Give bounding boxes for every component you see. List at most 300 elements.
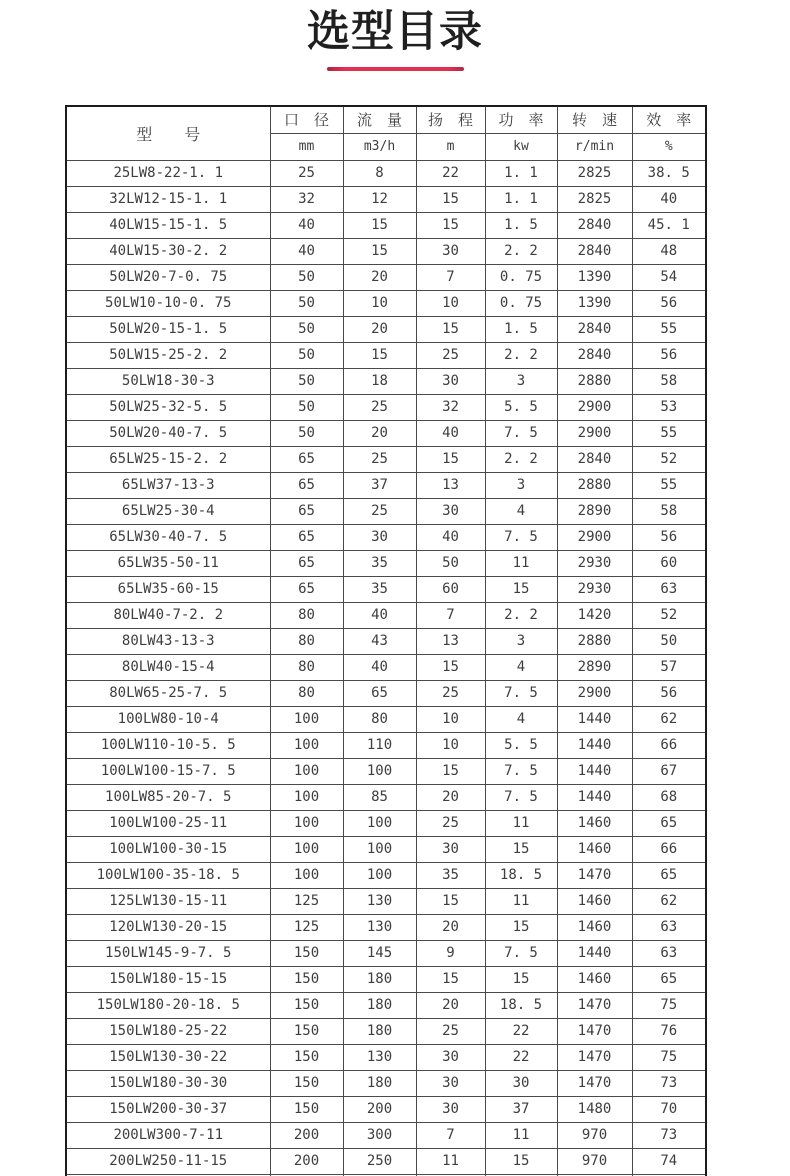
value-cell: 1390 <box>557 290 632 316</box>
model-cell: 100LW110-10-5. 5 <box>66 732 270 758</box>
value-cell: 180 <box>343 992 416 1018</box>
value-cell: 9 <box>416 940 485 966</box>
table-row <box>66 784 706 810</box>
model-cell: 120LW130-20-15 <box>66 914 270 940</box>
value-cell: 4 <box>485 498 557 524</box>
value-cell: 75 <box>632 992 706 1018</box>
model-cell: 40LW15-30-2. 2 <box>66 238 270 264</box>
value-cell: 15 <box>416 186 485 212</box>
table-row <box>66 186 706 212</box>
table-row <box>66 888 706 914</box>
value-cell: 66 <box>632 836 706 862</box>
model-cell: 50LW20-7-0. 75 <box>66 264 270 290</box>
table-row <box>66 446 706 472</box>
value-cell: 65 <box>270 576 343 602</box>
table-row <box>66 238 706 264</box>
value-cell: 45. 1 <box>632 212 706 238</box>
value-cell: 1. 1 <box>485 160 557 186</box>
value-cell: 2890 <box>557 498 632 524</box>
value-cell: 20 <box>416 914 485 940</box>
model-cell: 80LW65-25-7. 5 <box>66 680 270 706</box>
model-cell: 100LW85-20-7. 5 <box>66 784 270 810</box>
value-cell: 5. 5 <box>485 394 557 420</box>
value-cell: 50 <box>416 550 485 576</box>
value-cell: 130 <box>343 1044 416 1070</box>
table-row <box>66 394 706 420</box>
value-cell: 25 <box>416 680 485 706</box>
value-cell: 4 <box>485 654 557 680</box>
value-cell: 7. 5 <box>485 758 557 784</box>
value-cell: 1470 <box>557 992 632 1018</box>
value-cell: 20 <box>343 420 416 446</box>
model-cell: 50LW10-10-0. 75 <box>66 290 270 316</box>
value-cell: 1440 <box>557 706 632 732</box>
value-cell: 63 <box>632 914 706 940</box>
value-cell: 1480 <box>557 1096 632 1122</box>
value-cell: 55 <box>632 472 706 498</box>
value-cell: 7. 5 <box>485 420 557 446</box>
value-cell: 80 <box>270 680 343 706</box>
value-cell: 22 <box>485 1044 557 1070</box>
model-cell: 150LW145-9-7. 5 <box>66 940 270 966</box>
value-cell: 150 <box>270 1018 343 1044</box>
table-row <box>66 732 706 758</box>
value-cell: 180 <box>343 966 416 992</box>
value-cell: 50 <box>270 290 343 316</box>
table-row <box>66 758 706 784</box>
model-cell: 150LW130-30-22 <box>66 1044 270 1070</box>
table-row <box>66 810 706 836</box>
value-cell: 15 <box>416 888 485 914</box>
value-cell: 2880 <box>557 472 632 498</box>
value-cell: 1460 <box>557 914 632 940</box>
value-cell: 30 <box>343 524 416 550</box>
value-cell: 85 <box>343 784 416 810</box>
table-row <box>66 342 706 368</box>
value-cell: 100 <box>343 836 416 862</box>
model-cell: 150LW180-25-22 <box>66 1018 270 1044</box>
value-cell: 15 <box>485 1148 557 1174</box>
col-header-speed: 转 速 <box>557 106 632 133</box>
value-cell: 57 <box>632 654 706 680</box>
table-row <box>66 498 706 524</box>
value-cell: 50 <box>270 264 343 290</box>
value-cell: 15 <box>343 212 416 238</box>
value-cell: 1470 <box>557 1018 632 1044</box>
value-cell: 7. 5 <box>485 524 557 550</box>
model-cell: 150LW200-30-37 <box>66 1096 270 1122</box>
value-cell: 15 <box>416 758 485 784</box>
value-cell: 56 <box>632 524 706 550</box>
value-cell: 38. 5 <box>632 160 706 186</box>
model-cell: 65LW30-40-7. 5 <box>66 524 270 550</box>
value-cell: 1460 <box>557 810 632 836</box>
table-row <box>66 368 706 394</box>
col-header-head: 扬 程 <box>416 106 485 133</box>
value-cell: 15 <box>416 966 485 992</box>
value-cell: 2. 2 <box>485 342 557 368</box>
value-cell: 5. 5 <box>485 732 557 758</box>
value-cell: 145 <box>343 940 416 966</box>
table-row <box>66 316 706 342</box>
value-cell: 180 <box>343 1070 416 1096</box>
value-cell: 65 <box>632 966 706 992</box>
value-cell: 73 <box>632 1070 706 1096</box>
model-cell: 50LW20-40-7. 5 <box>66 420 270 446</box>
value-cell: 35 <box>343 550 416 576</box>
value-cell: 25 <box>343 498 416 524</box>
value-cell: 65 <box>632 862 706 888</box>
value-cell: 20 <box>416 784 485 810</box>
value-cell: 67 <box>632 758 706 784</box>
table-row <box>66 940 706 966</box>
value-cell: 4 <box>485 706 557 732</box>
value-cell: 40 <box>343 654 416 680</box>
value-cell: 100 <box>270 706 343 732</box>
value-cell: 30 <box>485 1070 557 1096</box>
unit-power: kw <box>485 133 557 160</box>
model-cell: 50LW20-15-1. 5 <box>66 316 270 342</box>
model-cell: 100LW80-10-4 <box>66 706 270 732</box>
value-cell: 1470 <box>557 1044 632 1070</box>
value-cell: 30 <box>416 368 485 394</box>
table-row <box>66 1018 706 1044</box>
value-cell: 25 <box>270 160 343 186</box>
value-cell: 2840 <box>557 212 632 238</box>
value-cell: 150 <box>270 992 343 1018</box>
value-cell: 2880 <box>557 628 632 654</box>
value-cell: 3 <box>485 628 557 654</box>
value-cell: 40 <box>416 420 485 446</box>
value-cell: 1460 <box>557 888 632 914</box>
model-cell: 125LW130-15-11 <box>66 888 270 914</box>
value-cell: 150 <box>270 1096 343 1122</box>
value-cell: 7 <box>416 1122 485 1148</box>
model-cell: 80LW40-7-2. 2 <box>66 602 270 628</box>
value-cell: 1. 5 <box>485 212 557 238</box>
value-cell: 32 <box>416 394 485 420</box>
value-cell: 2880 <box>557 368 632 394</box>
table-row <box>66 524 706 550</box>
value-cell: 50 <box>632 628 706 654</box>
col-header-power: 功 率 <box>485 106 557 133</box>
value-cell: 22 <box>416 160 485 186</box>
value-cell: 65 <box>270 550 343 576</box>
model-cell: 200LW250-11-15 <box>66 1148 270 1174</box>
value-cell: 50 <box>270 394 343 420</box>
value-cell: 2840 <box>557 446 632 472</box>
value-cell: 1. 5 <box>485 316 557 342</box>
value-cell: 180 <box>343 1018 416 1044</box>
value-cell: 11 <box>485 550 557 576</box>
value-cell: 32 <box>270 186 343 212</box>
value-cell: 7 <box>416 264 485 290</box>
value-cell: 100 <box>343 758 416 784</box>
col-header-efficiency: 效 率 <box>632 106 706 133</box>
table-row <box>66 1096 706 1122</box>
value-cell: 7. 5 <box>485 940 557 966</box>
value-cell: 12 <box>343 186 416 212</box>
value-cell: 200 <box>343 1096 416 1122</box>
model-cell: 65LW37-13-3 <box>66 472 270 498</box>
unit-head: m <box>416 133 485 160</box>
model-cell: 100LW100-35-18. 5 <box>66 862 270 888</box>
value-cell: 10 <box>416 290 485 316</box>
table-row <box>66 212 706 238</box>
value-cell: 15 <box>485 966 557 992</box>
col-header-flow: 流 量 <box>343 106 416 133</box>
table-row <box>66 1070 706 1096</box>
value-cell: 18. 5 <box>485 862 557 888</box>
value-cell: 1420 <box>557 602 632 628</box>
table-row <box>66 628 706 654</box>
value-cell: 100 <box>270 784 343 810</box>
model-cell: 150LW180-15-15 <box>66 966 270 992</box>
model-cell: 65LW35-60-15 <box>66 576 270 602</box>
value-cell: 25 <box>416 810 485 836</box>
value-cell: 2900 <box>557 524 632 550</box>
value-cell: 56 <box>632 680 706 706</box>
value-cell: 11 <box>416 1148 485 1174</box>
value-cell: 7 <box>416 602 485 628</box>
unit-speed: r/min <box>557 133 632 160</box>
value-cell: 73 <box>632 1122 706 1148</box>
value-cell: 30 <box>416 1096 485 1122</box>
value-cell: 1440 <box>557 758 632 784</box>
value-cell: 52 <box>632 446 706 472</box>
value-cell: 35 <box>343 576 416 602</box>
value-cell: 20 <box>343 316 416 342</box>
model-cell: 40LW15-15-1. 5 <box>66 212 270 238</box>
model-cell: 100LW100-30-15 <box>66 836 270 862</box>
value-cell: 65 <box>343 680 416 706</box>
value-cell: 30 <box>416 238 485 264</box>
value-cell: 65 <box>270 472 343 498</box>
value-cell: 80 <box>343 706 416 732</box>
table-row <box>66 706 706 732</box>
value-cell: 3 <box>485 472 557 498</box>
model-cell: 65LW35-50-11 <box>66 550 270 576</box>
value-cell: 1460 <box>557 836 632 862</box>
model-cell: 100LW100-15-7. 5 <box>66 758 270 784</box>
value-cell: 40 <box>270 238 343 264</box>
value-cell: 18. 5 <box>485 992 557 1018</box>
value-cell: 35 <box>416 862 485 888</box>
model-cell: 100LW100-25-11 <box>66 810 270 836</box>
table-row <box>66 680 706 706</box>
value-cell: 1390 <box>557 264 632 290</box>
table-row <box>66 862 706 888</box>
value-cell: 80 <box>270 602 343 628</box>
value-cell: 2900 <box>557 420 632 446</box>
table-row <box>66 576 706 602</box>
value-cell: 15 <box>485 836 557 862</box>
table-row <box>66 420 706 446</box>
value-cell: 100 <box>270 836 343 862</box>
value-cell: 50 <box>270 420 343 446</box>
value-cell: 30 <box>416 1044 485 1070</box>
value-cell: 150 <box>270 1070 343 1096</box>
value-cell: 10 <box>343 290 416 316</box>
value-cell: 30 <box>416 1070 485 1096</box>
value-cell: 125 <box>270 914 343 940</box>
value-cell: 48 <box>632 238 706 264</box>
value-cell: 58 <box>632 498 706 524</box>
value-cell: 130 <box>343 888 416 914</box>
value-cell: 200 <box>270 1122 343 1148</box>
value-cell: 2900 <box>557 394 632 420</box>
value-cell: 100 <box>270 732 343 758</box>
value-cell: 55 <box>632 316 706 342</box>
unit-flow: m3/h <box>343 133 416 160</box>
value-cell: 0. 75 <box>485 290 557 316</box>
value-cell: 50 <box>270 316 343 342</box>
value-cell: 2840 <box>557 238 632 264</box>
value-cell: 2840 <box>557 342 632 368</box>
value-cell: 13 <box>416 628 485 654</box>
model-cell: 50LW15-25-2. 2 <box>66 342 270 368</box>
value-cell: 0. 75 <box>485 264 557 290</box>
table-row <box>66 160 706 186</box>
value-cell: 2890 <box>557 654 632 680</box>
value-cell: 2840 <box>557 316 632 342</box>
table-row <box>66 654 706 680</box>
value-cell: 10 <box>416 706 485 732</box>
value-cell: 250 <box>343 1148 416 1174</box>
table-row <box>66 1148 706 1174</box>
col-header-diameter: 口 径 <box>270 106 343 133</box>
value-cell: 2. 2 <box>485 602 557 628</box>
table-row <box>66 264 706 290</box>
value-cell: 2. 2 <box>485 446 557 472</box>
value-cell: 76 <box>632 1018 706 1044</box>
value-cell: 20 <box>343 264 416 290</box>
value-cell: 30 <box>416 836 485 862</box>
value-cell: 1440 <box>557 940 632 966</box>
value-cell: 15 <box>485 576 557 602</box>
value-cell: 125 <box>270 888 343 914</box>
model-cell: 65LW25-30-4 <box>66 498 270 524</box>
value-cell: 13 <box>416 472 485 498</box>
value-cell: 25 <box>343 394 416 420</box>
value-cell: 74 <box>632 1148 706 1174</box>
value-cell: 15 <box>416 654 485 680</box>
value-cell: 62 <box>632 888 706 914</box>
value-cell: 75 <box>632 1044 706 1070</box>
value-cell: 2825 <box>557 160 632 186</box>
value-cell: 40 <box>270 212 343 238</box>
table-row <box>66 472 706 498</box>
value-cell: 300 <box>343 1122 416 1148</box>
value-cell: 150 <box>270 940 343 966</box>
value-cell: 63 <box>632 576 706 602</box>
value-cell: 55 <box>632 420 706 446</box>
value-cell: 80 <box>270 628 343 654</box>
value-cell: 100 <box>343 862 416 888</box>
value-cell: 15 <box>485 914 557 940</box>
value-cell: 11 <box>485 888 557 914</box>
model-cell: 200LW300-7-11 <box>66 1122 270 1148</box>
model-cell: 50LW18-30-3 <box>66 368 270 394</box>
value-cell: 53 <box>632 394 706 420</box>
value-cell: 80 <box>270 654 343 680</box>
table-row <box>66 290 706 316</box>
table-row <box>66 966 706 992</box>
value-cell: 40 <box>343 602 416 628</box>
value-cell: 25 <box>343 446 416 472</box>
model-cell: 32LW12-15-1. 1 <box>66 186 270 212</box>
table-row <box>66 836 706 862</box>
value-cell: 7. 5 <box>485 680 557 706</box>
value-cell: 11 <box>485 1122 557 1148</box>
value-cell: 2930 <box>557 576 632 602</box>
value-cell: 150 <box>270 1044 343 1070</box>
value-cell: 130 <box>343 914 416 940</box>
value-cell: 60 <box>416 576 485 602</box>
value-cell: 50 <box>270 342 343 368</box>
value-cell: 150 <box>270 966 343 992</box>
model-cell: 150LW180-30-30 <box>66 1070 270 1096</box>
table-row <box>66 1044 706 1070</box>
value-cell: 22 <box>485 1018 557 1044</box>
value-cell: 65 <box>270 524 343 550</box>
value-cell: 2825 <box>557 186 632 212</box>
value-cell: 200 <box>270 1148 343 1174</box>
value-cell: 15 <box>416 212 485 238</box>
value-cell: 2900 <box>557 680 632 706</box>
value-cell: 43 <box>343 628 416 654</box>
value-cell: 110 <box>343 732 416 758</box>
value-cell: 1. 1 <box>485 186 557 212</box>
value-cell: 52 <box>632 602 706 628</box>
value-cell: 60 <box>632 550 706 576</box>
value-cell: 10 <box>416 732 485 758</box>
value-cell: 58 <box>632 368 706 394</box>
value-cell: 1440 <box>557 732 632 758</box>
table-row <box>66 992 706 1018</box>
value-cell: 66 <box>632 732 706 758</box>
value-cell: 1440 <box>557 784 632 810</box>
value-cell: 37 <box>485 1096 557 1122</box>
value-cell: 18 <box>343 368 416 394</box>
selection-table <box>65 105 707 1176</box>
model-cell: 50LW25-32-5. 5 <box>66 394 270 420</box>
col-header-model: 型 号 <box>66 106 270 160</box>
value-cell: 65 <box>270 498 343 524</box>
value-cell: 15 <box>416 316 485 342</box>
value-cell: 63 <box>632 940 706 966</box>
value-cell: 40 <box>632 186 706 212</box>
model-cell: 80LW40-15-4 <box>66 654 270 680</box>
value-cell: 56 <box>632 342 706 368</box>
value-cell: 20 <box>416 992 485 1018</box>
value-cell: 2930 <box>557 550 632 576</box>
value-cell: 54 <box>632 264 706 290</box>
value-cell: 970 <box>557 1148 632 1174</box>
table-row <box>66 914 706 940</box>
value-cell: 11 <box>485 810 557 836</box>
model-cell: 65LW25-15-2. 2 <box>66 446 270 472</box>
value-cell: 3 <box>485 368 557 394</box>
value-cell: 65 <box>270 446 343 472</box>
table-row <box>66 1122 706 1148</box>
value-cell: 1470 <box>557 862 632 888</box>
value-cell: 30 <box>416 498 485 524</box>
value-cell: 100 <box>270 862 343 888</box>
value-cell: 2. 2 <box>485 238 557 264</box>
value-cell: 100 <box>343 810 416 836</box>
value-cell: 970 <box>557 1122 632 1148</box>
